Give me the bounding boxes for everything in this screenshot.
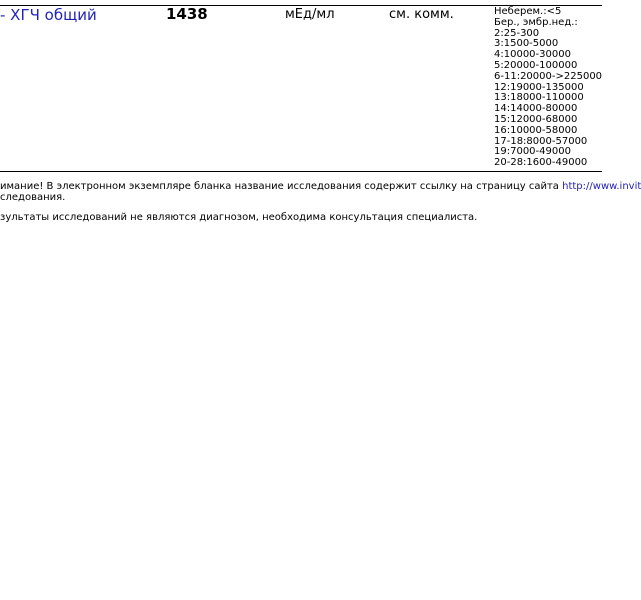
cut-off-text-fragment xyxy=(397,0,437,3)
reference-range-item: 14:14000-80000 xyxy=(494,103,578,115)
reference-range-item: Неберем.:<5 xyxy=(494,6,562,17)
reference-range-item: 16:10000-58000 xyxy=(494,124,578,136)
reference-range-item: 20-28:1600-49000 xyxy=(494,157,588,169)
reference-range-item: 3:1500-5000 xyxy=(494,38,559,50)
reference-range-item: 4:10000-30000 xyxy=(494,49,571,61)
table-bottom-rule xyxy=(0,171,602,172)
result-value: 1438 xyxy=(166,5,208,23)
reference-range-item: 17-18:8000-57000 xyxy=(494,135,588,147)
reference-ranges xyxy=(494,7,602,169)
units: мЕд/мл xyxy=(285,7,335,22)
site-link[interactable]: http://www.invit xyxy=(562,181,641,192)
reference-range-item: 2:25-300 xyxy=(494,27,540,39)
reference-range-item: 19:7000-49000 xyxy=(494,146,571,158)
reference-range-item: 6-11:20000->225000 xyxy=(494,70,603,82)
disclaimer-note: зультаты исследований не являются диагнозом, необходима консультация специалиста. xyxy=(0,212,478,223)
attention-continuation: следования. xyxy=(0,192,66,203)
reference-range-item: 5:20000-100000 xyxy=(494,59,578,71)
attention-text: имание! В электронном экземпляре бланка название исследования содержит ссылку на страницу сайта xyxy=(0,181,559,192)
reference-range-item: Бер., эмбр.нед.: xyxy=(494,16,578,28)
reference-note: см. комм. xyxy=(389,7,454,22)
attention-note xyxy=(0,181,641,192)
reference-range-item: 15:12000-68000 xyxy=(494,113,578,125)
test-name-link[interactable]: - ХГЧ общий xyxy=(0,6,97,24)
reference-range-item: 13:18000-110000 xyxy=(494,92,584,104)
reference-range-item: 12:19000-135000 xyxy=(494,81,584,93)
